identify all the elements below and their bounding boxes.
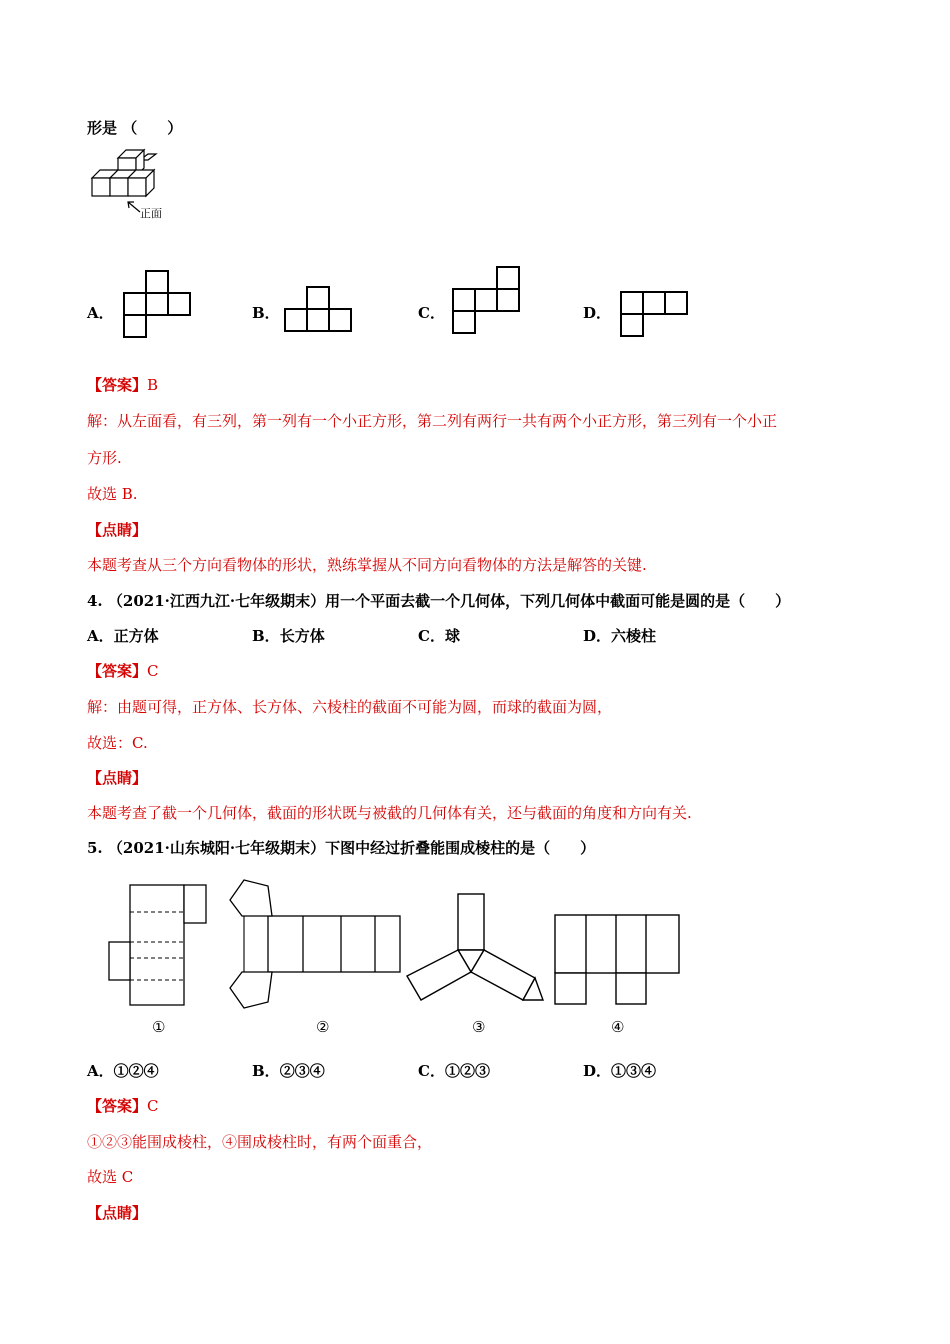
q3-option-a-letter: A．: [87, 304, 114, 322]
q5-option-a-text: ①②④: [113, 1062, 159, 1080]
q5-net-2: [228, 880, 403, 1010]
q4-answer: C: [147, 662, 159, 680]
q4-stem-line: [87, 590, 790, 611]
q4-answer-line: [87, 660, 159, 681]
q3-explanation-line1: 解：从左面看，有三列，第一列有一个小正方形，第二列有两行一共有两个小正方形，第三列有一个小正: [87, 412, 778, 430]
q3-option-b-letter: B．: [252, 304, 280, 322]
q5-answer: C: [147, 1097, 159, 1115]
q3-option-b-figure: [284, 286, 354, 334]
q5-stem-line: [87, 837, 595, 858]
q5-option-c-text: ①②③: [444, 1062, 490, 1080]
q5-option-b-letter: B．: [252, 1062, 280, 1080]
q3-comment-tag: 【点睛】: [87, 521, 148, 539]
q4-answer-tag: 【答案】: [87, 662, 148, 680]
q4-number: 4.: [87, 592, 103, 610]
q3-option-c-letter: C．: [418, 304, 445, 322]
q5-option-b-text: ②③④: [279, 1062, 325, 1080]
q3-answer: B: [147, 376, 159, 394]
q5-number: 5.: [87, 839, 103, 857]
q5-option-a-letter: A．: [87, 1062, 114, 1080]
q5-answer-tag: 【答案】: [87, 1097, 148, 1115]
q4-option-a-letter: A．: [87, 627, 114, 645]
q4-explanation: 解：由题可得，正方体、长方体、六棱柱的截面不可能为圆，而球的截面为圆，: [87, 698, 613, 716]
q5-net-4: [553, 912, 681, 1008]
q5-comment-tag: 【点睛】: [87, 1204, 148, 1222]
q3-answer-line: [87, 374, 158, 395]
q5-stem: （2021·山东城阳·七年级期末）下图中经过折叠能围成棱柱的是（ ）: [107, 839, 596, 857]
q5-figure-label-1: ①: [152, 1018, 166, 1036]
q5-option-c: [418, 1060, 490, 1081]
q5-option-d-letter: D．: [583, 1062, 612, 1080]
q4-option-b-text: 长方体: [279, 627, 325, 645]
q4-option-a: [87, 625, 159, 646]
q3-option-d-figure: [620, 291, 690, 339]
q4-option-c: [418, 625, 460, 646]
q5-figure-label-2: ②: [316, 1018, 330, 1036]
q4-option-d-letter: D．: [583, 627, 612, 645]
q4-option-d-text: 六棱柱: [611, 627, 657, 645]
q3-option-d-letter: D．: [583, 304, 612, 322]
q4-option-c-text: 球: [444, 627, 460, 645]
q3-stem-tail: 形是 （ ）: [87, 119, 183, 137]
q5-net-1: [108, 884, 208, 1008]
q4-option-a-text: 正方体: [113, 627, 159, 645]
q5-figure-label-3: ③: [472, 1018, 486, 1036]
q4-conclusion: 故选：C.: [87, 734, 148, 752]
q3-option-c-figure: [451, 266, 521, 336]
q4-stem: （2021·江西九江·七年级期末）用一个平面去截一个几何体，下列几何体中截面可能是圆的是（ ）: [107, 592, 791, 610]
q3-answer-tag: 【答案】: [87, 376, 148, 394]
q4-comment: 本题考查了截一个几何体，截面的形状既与被截的几何体有关，还与截面的角度和方向有关.: [87, 804, 692, 822]
q5-option-d-text: ①③④: [611, 1062, 657, 1080]
q3-comment: 本题考查从三个方向看物体的形状，熟练掌握从不同方向看物体的方法是解答的关键.: [87, 556, 647, 574]
q5-option-a: [87, 1060, 159, 1081]
q5-net-3: [405, 890, 547, 1008]
q5-option-d: [583, 1060, 656, 1081]
q4-option-b-letter: B．: [252, 627, 280, 645]
q5-figure-label-4: ④: [611, 1018, 625, 1036]
q5-option-b: [252, 1060, 325, 1081]
q3-cube-figure: [88, 148, 178, 223]
q5-explanation: ①②③能围成棱柱，④围成棱柱时，有两个面重合，: [87, 1133, 433, 1151]
q3-conclusion: 故选 B.: [87, 485, 138, 503]
q3-option-a-figure: [122, 270, 192, 340]
q4-comment-tag: 【点睛】: [87, 769, 148, 787]
q4-option-c-letter: C．: [418, 627, 445, 645]
q3-front-label: 正面: [140, 207, 162, 220]
q4-option-d: [583, 625, 656, 646]
q5-conclusion: 故选 C: [87, 1168, 134, 1186]
q4-option-b: [252, 625, 325, 646]
q5-answer-line: [87, 1095, 159, 1116]
q3-explanation-line2: 方形.: [87, 449, 122, 467]
q5-option-c-letter: C．: [418, 1062, 445, 1080]
